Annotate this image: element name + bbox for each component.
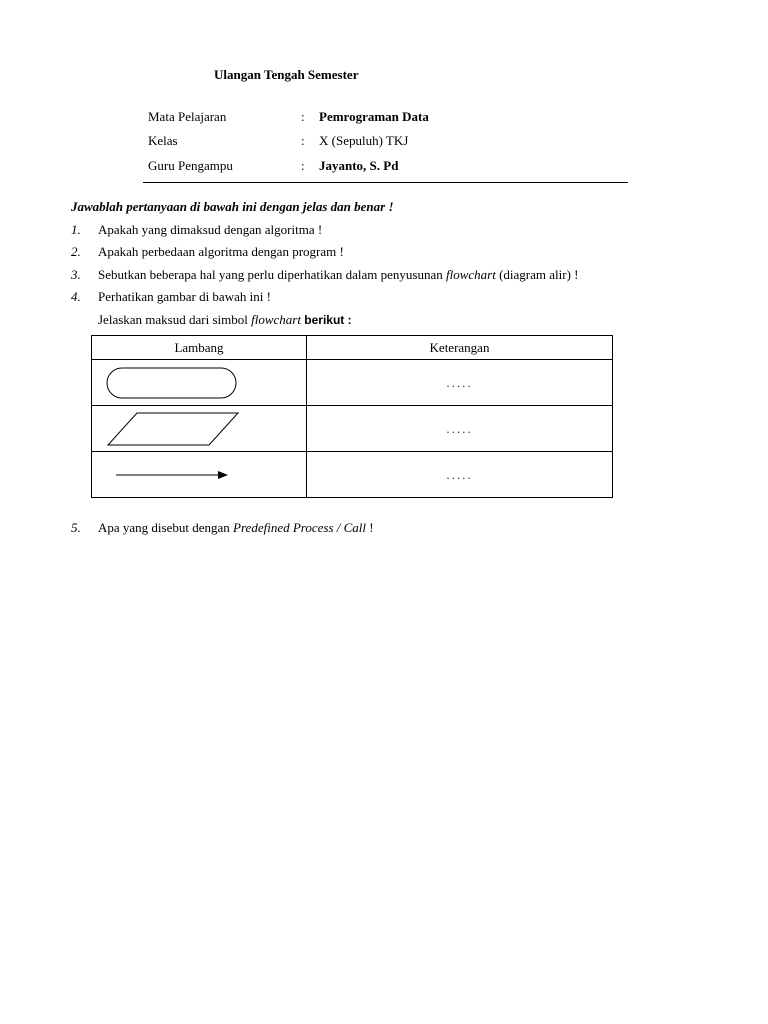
info-value-kelas: X (Sepuluh) TKJ	[319, 133, 409, 148]
flowchart-symbol-table	[91, 335, 613, 498]
info-colon: :	[301, 109, 305, 124]
keterangan-cell: .....	[307, 360, 613, 406]
question-3-number: 3.	[71, 267, 81, 282]
keterangan-cell: .....	[307, 406, 613, 452]
symbol-cell	[92, 452, 307, 498]
question-3-pre: Sebutkan beberapa hal yang perlu diperhatikan dalam penyusunan	[98, 267, 446, 282]
question-4-sub-emphasis: flowchart	[251, 312, 301, 327]
page-title: Ulangan Tengah Semester	[214, 67, 359, 82]
terminator-shape-icon	[106, 366, 238, 400]
header-divider	[143, 182, 628, 183]
info-value-guru: Jayanto, S. Pd	[319, 158, 399, 173]
question-4-number: 4.	[71, 289, 81, 304]
info-label-mata-pelajaran: Mata Pelajaran	[148, 109, 227, 124]
info-value-mata-pelajaran: Pemrograman Data	[319, 109, 429, 124]
question-5-pre: Apa yang disebut dengan	[98, 520, 234, 535]
question-3-emphasis: flowchart	[446, 267, 496, 282]
question-5-post: !	[366, 520, 374, 535]
question-2-text: Apakah perbedaan algoritma dengan program !	[98, 244, 344, 259]
question-4-subtext	[98, 312, 352, 328]
table-row	[92, 360, 613, 406]
keterangan-cell: .....	[307, 452, 613, 498]
instruction-text: Jawablah pertanyaan di bawah ini dengan jelas dan benar !	[71, 199, 394, 214]
question-1-number: 1.	[71, 222, 81, 237]
parallelogram-shape-icon	[106, 411, 240, 447]
question-4-sub-post: berikut :	[300, 313, 352, 327]
arrow-line-icon	[114, 465, 244, 485]
column-header-keterangan: Keterangan	[307, 336, 613, 360]
table-header-row	[92, 336, 613, 360]
question-1-text: Apakah yang dimaksud dengan algoritma !	[98, 222, 323, 237]
question-2-number: 2.	[71, 244, 81, 259]
info-label-kelas: Kelas	[148, 133, 178, 148]
question-5-number: 5.	[71, 520, 81, 535]
question-5-emphasis: Predefined Process / Call	[233, 520, 367, 535]
symbol-cell	[92, 360, 307, 406]
question-5-text	[98, 520, 374, 536]
question-4-text: Perhatikan gambar di bawah ini !	[98, 289, 271, 304]
column-header-lambang: Lambang	[92, 336, 307, 360]
table-row	[92, 406, 613, 452]
table-row	[92, 452, 613, 498]
question-3-post: (diagram alir) !	[495, 267, 579, 282]
info-colon: :	[301, 133, 305, 148]
question-4-sub-pre: Jelaskan maksud dari simbol	[98, 312, 252, 327]
symbol-cell	[92, 406, 307, 452]
info-colon: :	[301, 158, 305, 173]
info-label-guru: Guru Pengampu	[148, 158, 233, 173]
question-3-text	[98, 267, 579, 283]
